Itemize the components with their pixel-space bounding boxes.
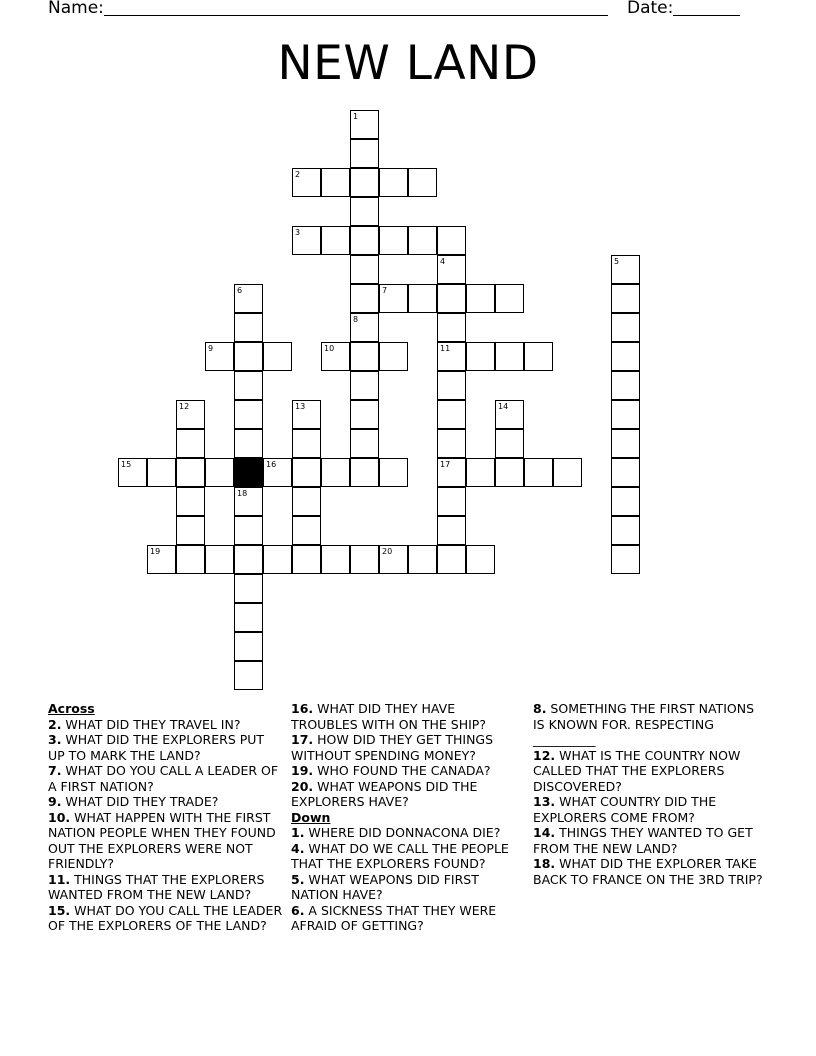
grid-cell[interactable] [611, 545, 640, 574]
grid-cell[interactable] [379, 342, 408, 371]
grid-cell[interactable] [437, 342, 466, 371]
clue-text: WHAT DID THEY HAVE TROUBLES WITH ON THE SHIP? [291, 701, 486, 732]
clue-number: 5. [291, 871, 305, 887]
grid-cell[interactable] [437, 371, 466, 400]
down-heading: Down [291, 809, 331, 825]
grid-cell[interactable] [234, 487, 263, 516]
clue-number-label: 20 [382, 547, 393, 556]
grid-cell[interactable] [118, 458, 147, 487]
grid-cell[interactable] [437, 516, 466, 545]
grid-cell[interactable] [466, 545, 495, 574]
grid-cell[interactable] [147, 545, 176, 574]
grid-cell[interactable] [205, 342, 234, 371]
grid-cell[interactable] [350, 429, 379, 458]
grid-cell[interactable] [437, 255, 466, 284]
clue-item [291, 903, 513, 934]
grid-cell[interactable] [234, 429, 263, 458]
grid-cell[interactable] [234, 603, 263, 632]
clue-number: 2. [48, 716, 62, 732]
grid-cell[interactable] [437, 487, 466, 516]
grid-cell[interactable] [611, 400, 640, 429]
grid-cell[interactable] [408, 168, 437, 197]
grid-cell[interactable] [379, 458, 408, 487]
clue-number-label: 19 [150, 547, 161, 556]
clue-number-label: 11 [440, 344, 451, 353]
clue-number: 7. [48, 763, 62, 778]
clue-text: WHAT HAPPEN WITH THE FIRST NATION PEOPLE WHEN THEY FOUND OUT THE EXPLORERS WERE NOT FRIENDLY? [48, 809, 276, 871]
clue-text: WHERE DID DONNACONA DIE? [304, 825, 501, 840]
grid-cell[interactable] [350, 284, 379, 313]
grid-cell[interactable] [234, 574, 263, 603]
grid-cell[interactable] [234, 371, 263, 400]
grid-cell[interactable] [234, 661, 263, 690]
clue-item [533, 748, 769, 795]
grid-cell[interactable] [321, 168, 350, 197]
grid-cell[interactable] [611, 516, 640, 545]
across-heading: Across [48, 701, 95, 716]
grid-cell[interactable] [176, 458, 205, 487]
grid-cell[interactable] [495, 458, 524, 487]
grid-cell[interactable] [379, 168, 408, 197]
grid-cell[interactable] [408, 284, 437, 313]
grid-cell[interactable] [292, 168, 321, 197]
clue-text: A SICKNESS THAT THEY WERE AFRAID OF GETTING? [291, 902, 497, 933]
grid-cell[interactable] [611, 255, 640, 284]
grid-cell[interactable] [234, 284, 263, 313]
clue-number-label: 12 [179, 402, 190, 411]
clue-number-label: 18 [237, 489, 248, 498]
clue-number: 10. [48, 809, 71, 825]
grid-cell[interactable] [292, 226, 321, 255]
grid-cell[interactable] [350, 400, 379, 429]
clue-item [533, 856, 769, 887]
grid-cell[interactable] [263, 342, 292, 371]
clue-list [48, 717, 284, 934]
grid-cell[interactable] [321, 342, 350, 371]
clue-text: WHAT IS THE COUNTRY NOW CALLED THAT THE EXPLORERS DISCOVERED? [533, 747, 741, 794]
grid-cell[interactable] [437, 226, 466, 255]
clue-number: 13. [533, 794, 556, 809]
grid-cell[interactable] [379, 284, 408, 313]
grid-cell[interactable] [350, 342, 379, 371]
grid-cell[interactable] [611, 313, 640, 342]
puzzle-title: NEW LAND [277, 36, 539, 91]
clue-text: THINGS THEY WANTED TO GET FROM THE NEW LAND? [533, 825, 753, 856]
grid-cell[interactable] [379, 545, 408, 574]
grid-cell[interactable] [611, 284, 640, 313]
clue-item [291, 841, 513, 872]
grid-cell[interactable] [176, 545, 205, 574]
grid-cell[interactable] [321, 458, 350, 487]
clue-item [48, 903, 284, 934]
clue-text: WHAT WEAPONS DID THE EXPLORERS HAVE? [291, 778, 478, 809]
grid-cell[interactable] [263, 545, 292, 574]
grid-cell[interactable] [321, 545, 350, 574]
grid-cell[interactable] [611, 487, 640, 516]
grid-cell[interactable] [292, 429, 321, 458]
grid-cell[interactable] [611, 371, 640, 400]
grid-cell[interactable] [437, 313, 466, 342]
clue-number-label: 17 [440, 460, 451, 469]
grid-cell[interactable] [350, 371, 379, 400]
clue-number: 15. [48, 902, 71, 918]
grid-cell[interactable] [234, 516, 263, 545]
grid-cell[interactable] [205, 545, 234, 574]
clue-number-label: 6 [237, 286, 243, 295]
clue-number: 3. [48, 732, 62, 747]
grid-cell[interactable] [437, 400, 466, 429]
clue-number: 14. [533, 825, 556, 840]
grid-cell[interactable] [292, 458, 321, 487]
grid-cell[interactable] [495, 284, 524, 313]
clue-text: WHAT WEAPONS DID FIRST NATION HAVE? [291, 871, 479, 902]
clue-number: 6. [291, 902, 305, 918]
grid-cell[interactable] [553, 458, 582, 487]
clue-number-label: 7 [382, 286, 388, 295]
clue-number: 9. [48, 794, 62, 809]
clue-number-label: 1 [353, 112, 359, 121]
grid-cell[interactable] [524, 458, 553, 487]
clue-text: WHO FOUND THE CANADA? [313, 763, 491, 778]
clue-text: WHAT COUNTRY DID THE EXPLORERS COME FROM? [533, 794, 717, 825]
grid-cell[interactable] [176, 516, 205, 545]
grid-cell[interactable] [437, 545, 466, 574]
grid-cell[interactable] [611, 342, 640, 371]
clue-item [291, 763, 513, 779]
clue-text: WHAT DO YOU CALL THE LEADER OF THE EXPLORERS OF THE LAND? [48, 902, 283, 933]
clue-item [48, 717, 284, 733]
clue-text: WHAT DID THE EXPLORERS PUT UP TO MARK THE LAND? [48, 732, 265, 763]
clue-number: 4. [291, 840, 305, 856]
clue-item [291, 872, 513, 903]
clue-column-3 [533, 701, 769, 887]
clue-item [533, 794, 769, 825]
clue-number-label: 5 [614, 257, 620, 266]
clue-number-label: 16 [266, 460, 277, 469]
grid-cell[interactable] [292, 400, 321, 429]
clue-text: WHAT DO WE CALL THE PEOPLE THAT THE EXPLORERS FOUND? [291, 840, 509, 871]
clue-text: THINGS THAT THE EXPLORERS WANTED FROM THE NEW LAND? [48, 871, 265, 902]
clue-item [291, 825, 513, 841]
clue-number-label: 15 [121, 460, 132, 469]
grid-cell[interactable] [321, 226, 350, 255]
grid-cell[interactable] [350, 226, 379, 255]
clue-number-label: 10 [324, 344, 335, 353]
clue-text: SOMETHING THE FIRST NATIONS IS KNOWN FOR. RESPECTING __________ [533, 701, 755, 747]
grid-cell[interactable] [350, 313, 379, 342]
clue-number: 16. [291, 701, 314, 716]
grid-cell[interactable] [176, 487, 205, 516]
clue-item [291, 701, 513, 732]
grid-cell[interactable] [234, 313, 263, 342]
clue-number-label: 4 [440, 257, 446, 266]
grid-cell[interactable] [350, 110, 379, 139]
grid-cell[interactable] [350, 197, 379, 226]
clue-item [48, 763, 284, 794]
clue-number: 11. [48, 871, 71, 887]
grid-cell[interactable] [350, 168, 379, 197]
grid-cell[interactable] [408, 545, 437, 574]
clue-item [533, 825, 769, 856]
grid-cell[interactable] [495, 400, 524, 429]
clue-number: 12. [533, 747, 556, 763]
grid-cell[interactable] [292, 545, 321, 574]
grid-cell[interactable] [437, 458, 466, 487]
clue-item [291, 732, 513, 763]
clue-list [291, 825, 513, 934]
clue-text: WHAT DID THEY TRADE? [61, 794, 219, 809]
clue-item [48, 810, 284, 872]
grid-cell[interactable] [611, 429, 640, 458]
clue-item [48, 872, 284, 903]
clue-column-1 [48, 701, 284, 934]
clue-item [48, 794, 284, 810]
clue-item [533, 701, 769, 748]
grid-cell[interactable] [205, 458, 234, 487]
grid-cell[interactable] [292, 516, 321, 545]
grid-cell[interactable] [437, 284, 466, 313]
clue-number: 20. [291, 778, 314, 794]
grid-cell[interactable] [495, 429, 524, 458]
clue-number-label: 3 [295, 228, 301, 237]
clue-number: 17. [291, 732, 314, 747]
clue-list [291, 701, 513, 810]
grid-cell[interactable] [176, 429, 205, 458]
clue-number: 8. [533, 701, 547, 716]
grid-cell[interactable] [263, 458, 292, 487]
grid-cell[interactable] [234, 545, 263, 574]
grid-cell[interactable] [176, 400, 205, 429]
clue-number: 19. [291, 763, 314, 778]
clue-number-label: 14 [498, 402, 509, 411]
clue-item [291, 779, 513, 810]
grid-cell[interactable] [292, 487, 321, 516]
grid-cell[interactable] [350, 458, 379, 487]
clue-item [48, 732, 284, 763]
clue-number: 1. [291, 825, 305, 840]
grid-cell[interactable] [408, 226, 437, 255]
grid-cell[interactable] [495, 342, 524, 371]
grid-cell[interactable] [611, 458, 640, 487]
grid-cell[interactable] [350, 255, 379, 284]
grid-cell[interactable] [234, 342, 263, 371]
clue-number: 18. [533, 856, 556, 871]
clue-number-label: 2 [295, 170, 301, 179]
grid-cell[interactable] [524, 342, 553, 371]
clue-number-label: 9 [208, 344, 214, 353]
grid-cell[interactable] [466, 284, 495, 313]
black-cell [234, 458, 263, 487]
grid-cell[interactable] [437, 429, 466, 458]
clue-text: HOW DID THEY GET THINGS WITHOUT SPENDING MONEY? [291, 732, 494, 763]
clue-column-2 [291, 701, 513, 934]
date-label: Date: [627, 0, 674, 18]
grid-cell[interactable] [234, 632, 263, 661]
clue-number-label: 13 [295, 402, 306, 411]
clue-number-label: 8 [353, 315, 359, 324]
grid-cell[interactable] [350, 545, 379, 574]
clue-list [533, 701, 769, 887]
grid-cell[interactable] [379, 226, 408, 255]
clue-text: WHAT DID THEY TRAVEL IN? [61, 716, 241, 732]
clue-text: WHAT DID THE EXPLORER TAKE BACK TO FRANCE ON THE 3RD TRIP? [533, 856, 763, 887]
clue-text: WHAT DO YOU CALL A LEADER OF A FIRST NATION? [48, 763, 279, 794]
grid-cell[interactable] [234, 400, 263, 429]
grid-cell[interactable] [466, 458, 495, 487]
name-label: Name: [48, 0, 104, 18]
grid-cell[interactable] [466, 342, 495, 371]
grid-cell[interactable] [147, 458, 176, 487]
grid-cell[interactable] [350, 139, 379, 168]
